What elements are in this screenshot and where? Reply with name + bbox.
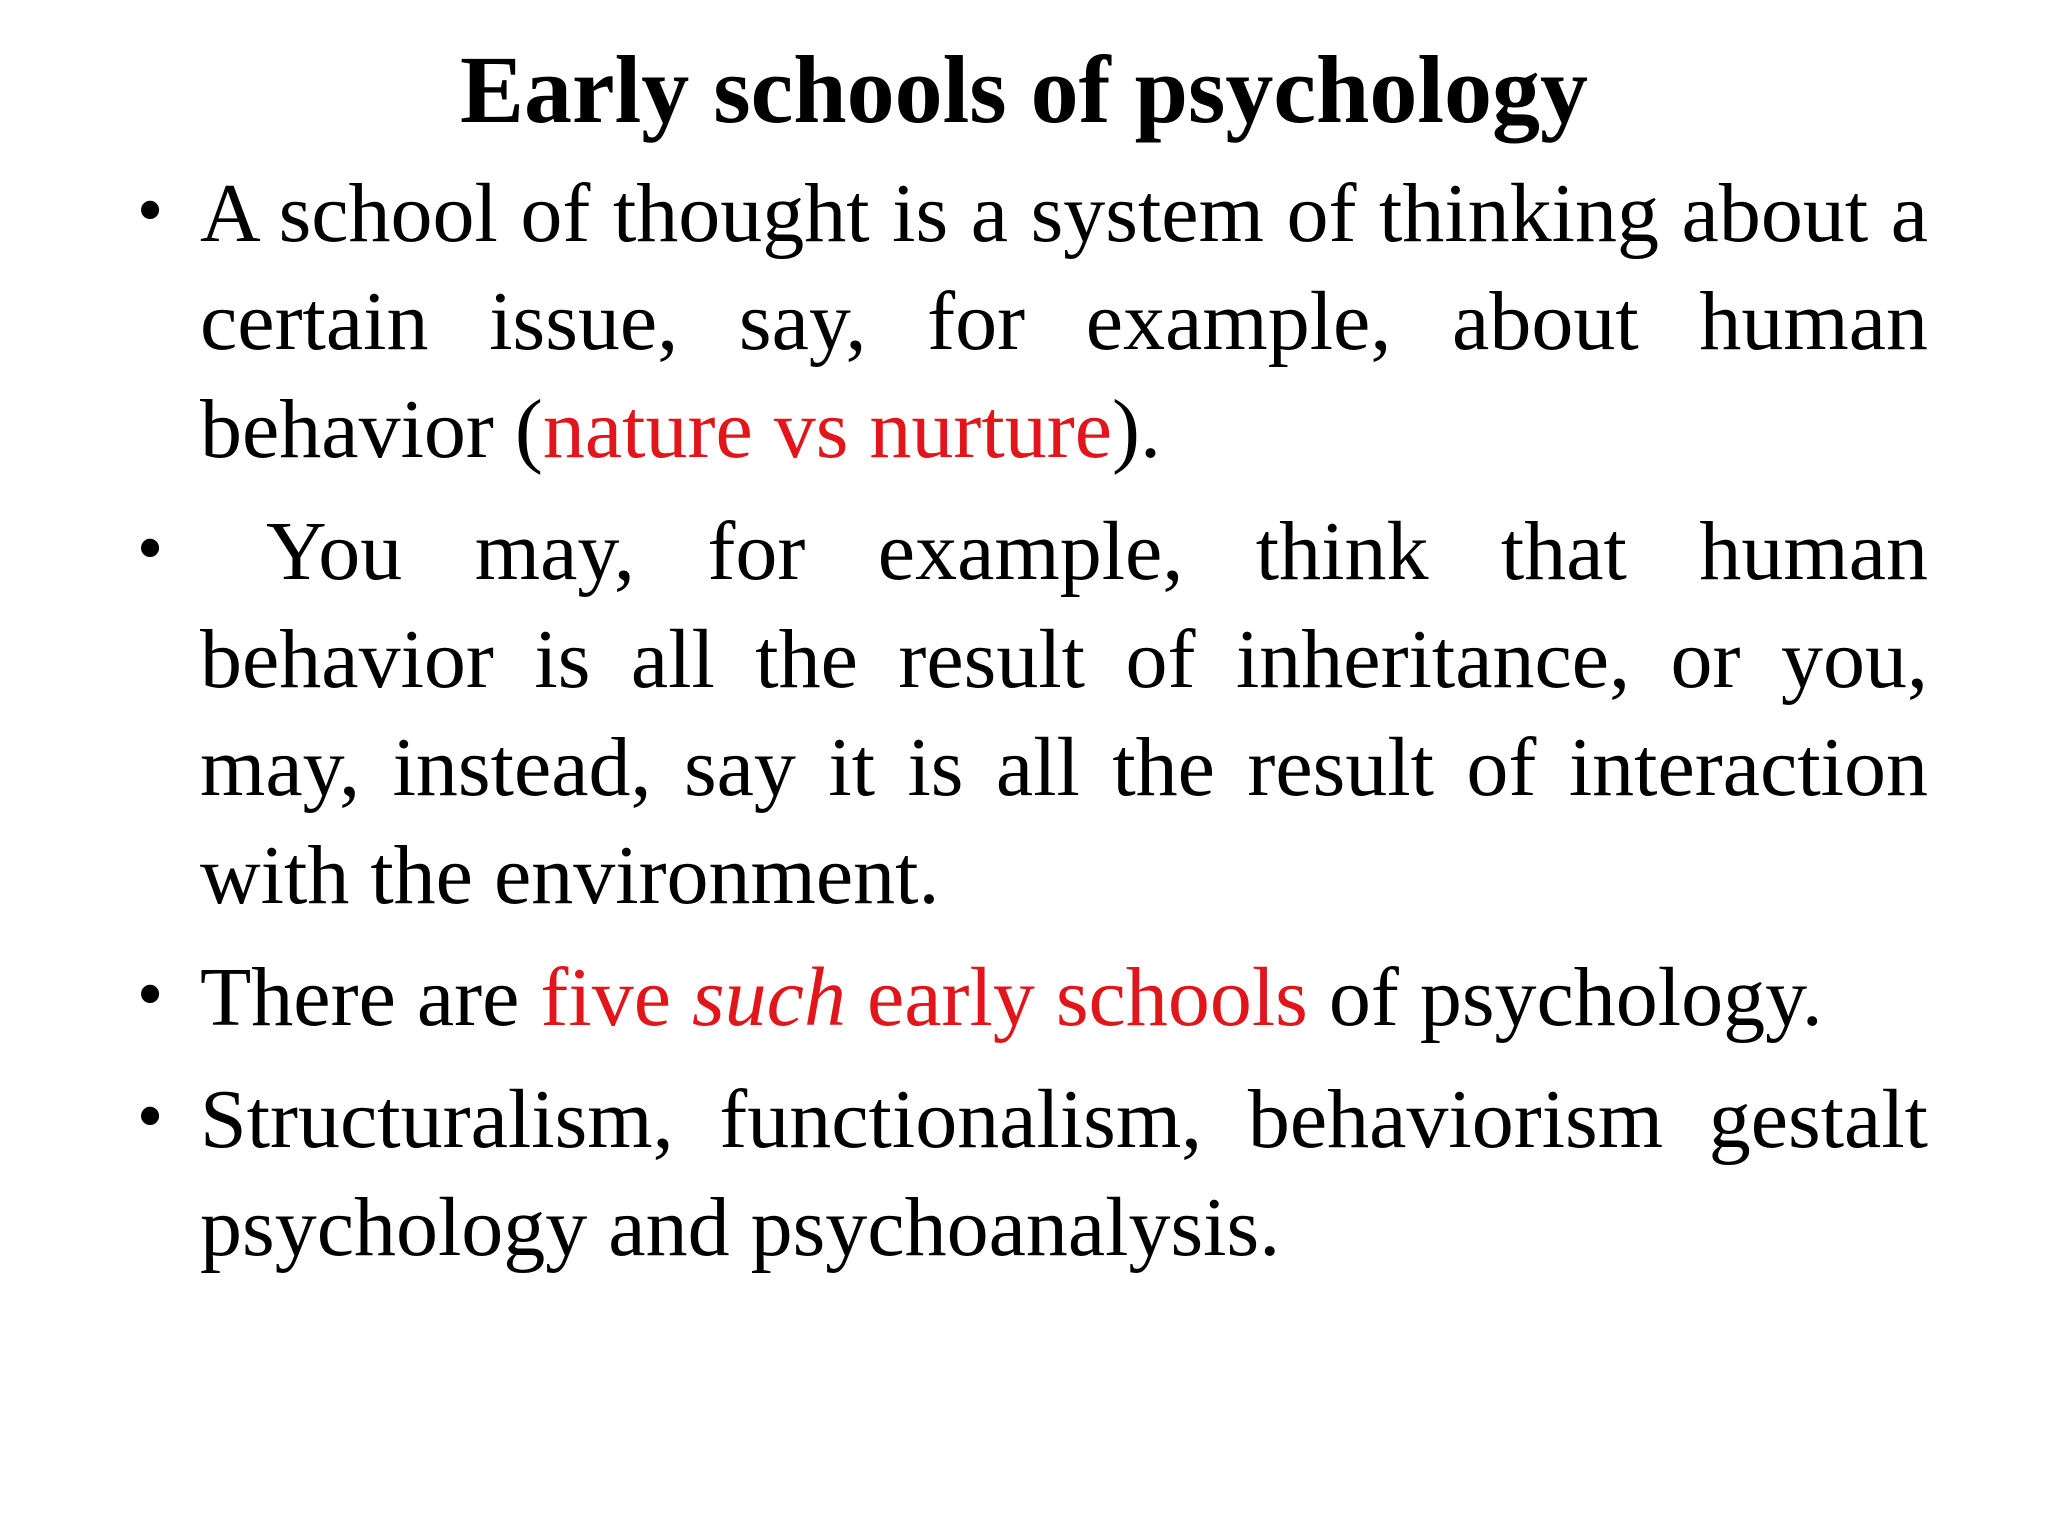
bullet-list <box>0 160 2048 1296</box>
bullet-item-count <box>136 944 1928 1052</box>
bullet-item-schools <box>136 1066 1928 1282</box>
bullet-text-part: There are <box>200 951 541 1044</box>
bullet-dot-icon: • <box>136 506 164 590</box>
bullet-item-definition <box>136 160 1928 484</box>
bullet-text-part: A school of thought is a system of thinking about a certain issue, say, for example, about human behavior ( <box>200 167 1928 476</box>
highlighted-italic-text: such <box>691 951 846 1044</box>
bullet-item-example <box>136 498 1928 930</box>
highlighted-text: five <box>540 951 692 1044</box>
bullet-text-part: of psychology. <box>1307 951 1823 1044</box>
bullet-dot-icon: • <box>136 1074 164 1158</box>
bullet-text: You may, for example, think that human behavior is all the result of inheritance, or you, may, instead, say it is all the result of interaction with the environment. <box>200 505 1928 922</box>
bullet-text <box>200 944 1928 1052</box>
highlighted-text: early schools <box>845 951 1308 1044</box>
bullet-dot-icon: • <box>136 952 164 1036</box>
bullet-text <box>200 160 1928 484</box>
bullet-text-part: ). <box>1112 383 1161 476</box>
bullet-dot-icon: • <box>136 168 164 252</box>
slide-title: Early schools of psychology <box>459 36 1589 143</box>
highlighted-text: nature vs nurture <box>542 383 1112 476</box>
bullet-text: Structuralism, functionalism, behaviorism gestalt psychology and psychoanalysis. <box>200 1073 1928 1274</box>
